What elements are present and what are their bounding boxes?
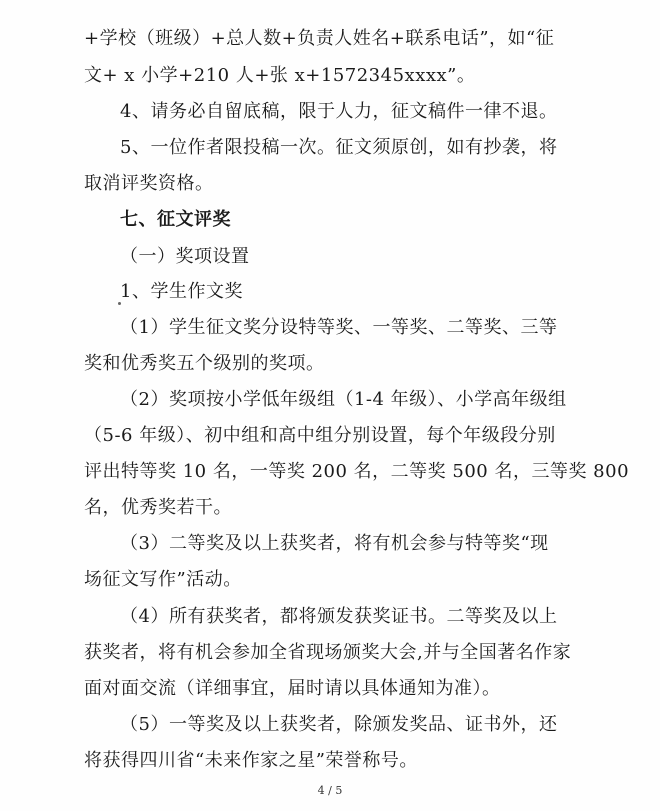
text-line-14: 名，优秀奖若干。 <box>84 497 232 518</box>
text-line-13: 评出特等奖 10 名，一等奖 200 名，二等奖 500 名，三等奖 800 <box>84 461 630 482</box>
scan-speck <box>118 302 121 305</box>
text-line-17: （4）所有获奖者，都将颁发获奖证书。二等奖及以上 <box>120 606 558 627</box>
text-line-19: 面对面交流（详细事宜，届时请以具体通知为准）。 <box>84 678 501 699</box>
text-line-10: 奖和优秀奖五个级别的奖项。 <box>84 353 325 374</box>
text-line-4: 5、一位作者限投稿一次。征文须原创，如有抄袭，将 <box>120 137 558 158</box>
text-line-18: 获奖者，将有机会参加全省现场颁奖大会,并与全国著名作家 <box>84 642 572 663</box>
text-line-3: 4、请务必自留底稿，限于人力，征文稿件一律不退。 <box>120 101 558 122</box>
text-line-11: （2）奖项按小学低年级组（1-4 年级）、小学高年级组 <box>120 389 567 410</box>
text-line-9: （1）学生征文奖分设特等奖、一等奖、二等奖、三等 <box>120 317 558 338</box>
text-line-2: 文+ x 小学+210 人+张 x+1572345xxxx”。 <box>84 65 476 86</box>
section-heading: 七、征文评奖 <box>120 209 231 230</box>
text-line-15: （3）二等奖及以上获奖者，将有机会参与特等奖“现 <box>120 533 549 554</box>
item-heading: 1、学生作文奖 <box>120 281 243 302</box>
subsection-heading: （一）奖项设置 <box>120 246 250 267</box>
text-line-20: （5）一等奖及以上获奖者，除颁发奖品、证书外，还 <box>120 714 558 735</box>
page-number: 4 / 5 <box>317 784 343 797</box>
text-line-16: 场征文写作”活动。 <box>84 569 242 590</box>
text-line-1: +学校（班级）+总人数+负责人姓名+联系电话”，如“征 <box>84 28 555 49</box>
text-line-12: （5-6 年级）、初中组和高中组分别设置，每个年级段分别 <box>84 425 556 446</box>
text-line-5: 取消评奖资格。 <box>84 173 214 194</box>
text-line-21: 将获得四川省“未来作家之星”荣誉称号。 <box>84 750 418 771</box>
